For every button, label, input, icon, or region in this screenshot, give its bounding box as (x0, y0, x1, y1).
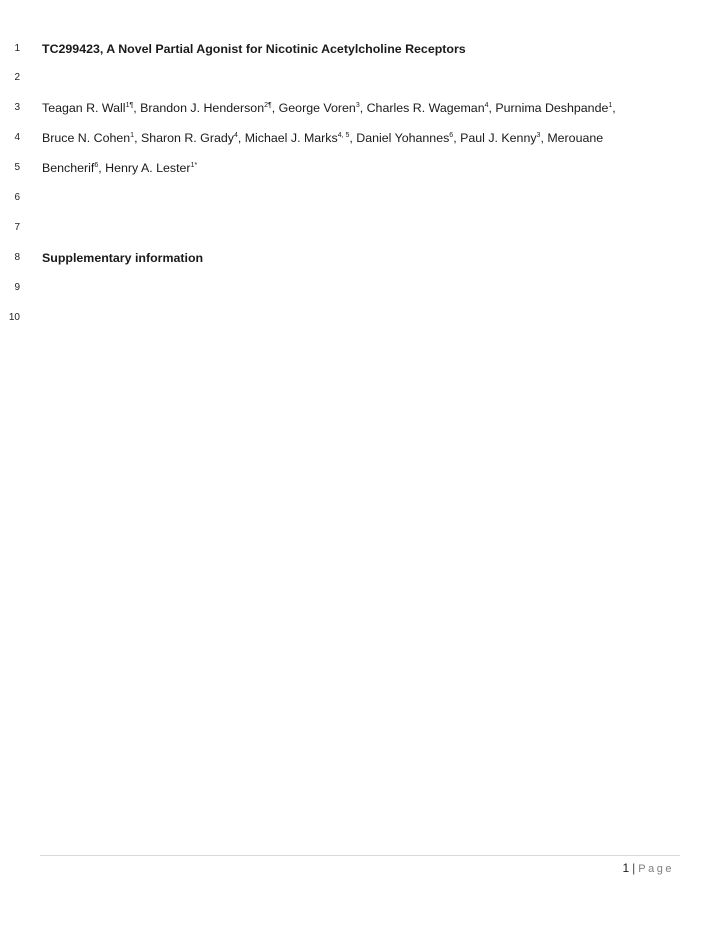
manuscript-line-9 (0, 278, 720, 298)
author-name: Daniel Yohannes (356, 131, 450, 145)
manuscript-line-2 (0, 68, 720, 88)
author-affiliation-marker: 4, 5 (337, 132, 350, 139)
author-affiliation-marker: 1¶ (125, 102, 134, 109)
author-separator: , (488, 101, 496, 115)
page-number: 1 (622, 861, 630, 875)
author-affiliation-marker: 6 (94, 162, 99, 169)
author-list-line-3 (42, 158, 197, 178)
author-affiliation-marker: 1 (130, 132, 135, 139)
line-number: 3 (14, 102, 20, 113)
author-name: Michael J. Marks (244, 131, 338, 145)
author-name: Purnima Deshpande (495, 101, 609, 115)
author-affiliation-marker: 3 (355, 102, 360, 109)
line-number: 2 (14, 72, 20, 83)
line-number: 5 (14, 162, 20, 173)
footer-separator: | (632, 861, 636, 875)
author-separator: , (359, 101, 367, 115)
line-number: 10 (8, 312, 20, 323)
author-list-line-1 (42, 98, 616, 118)
author-name: George Voren (278, 101, 356, 115)
author-name: Charles R. Wageman (366, 101, 485, 115)
author-name: Sharon R. Grady (140, 131, 234, 145)
author-affiliation-marker: 4 (233, 132, 238, 139)
line-number: 6 (14, 192, 20, 203)
author-affiliation-marker: 4 (484, 102, 489, 109)
line-number: 7 (14, 222, 20, 233)
footer-divider (40, 855, 680, 856)
manuscript-line-4 (0, 128, 720, 148)
author-affiliation-marker: 6 (449, 132, 454, 139)
author-name: Merouane (547, 131, 604, 145)
author-separator: , (271, 101, 279, 115)
manuscript-line-8 (0, 248, 720, 268)
manuscript-line-5 (0, 158, 720, 178)
line-number: 8 (14, 252, 20, 263)
author-separator: , (349, 131, 357, 145)
author-name: Henry A. Lester (105, 161, 191, 175)
author-name: Bruce N. Cohen (42, 131, 131, 145)
author-separator: , (453, 131, 461, 145)
author-affiliation-marker: 1 (608, 102, 613, 109)
author-separator: , (612, 101, 616, 115)
section-heading: Supplementary information (42, 251, 204, 265)
author-separator: , (134, 131, 141, 145)
page-footer (622, 858, 674, 879)
author-name: Paul J. Kenny (460, 131, 537, 145)
author-name: Bencherif (42, 161, 95, 175)
author-affiliation-marker: 3 (536, 132, 541, 139)
author-separator: , (540, 131, 548, 145)
author-name: Brandon J. Henderson (140, 101, 265, 115)
manuscript-line-7 (0, 218, 720, 238)
author-affiliation-marker: 1* (190, 162, 198, 169)
line-number: 1 (14, 43, 20, 54)
manuscript-line-3 (0, 98, 720, 118)
author-name: Teagan R. Wall (42, 101, 126, 115)
page-label: Page (638, 863, 674, 875)
author-list-line-2 (42, 128, 603, 148)
line-number: 4 (14, 132, 20, 143)
paper-title: TC299423, A Novel Partial Agonist for Nicotinic Acetylcholine Receptors (42, 42, 466, 56)
author-separator: , (237, 131, 245, 145)
manuscript-line-10 (0, 308, 720, 328)
manuscript-line-6 (0, 188, 720, 208)
author-separator: , (133, 101, 141, 115)
author-affiliation-marker: 2¶ (264, 102, 272, 109)
manuscript-line-1 (0, 39, 720, 59)
line-number: 9 (14, 282, 20, 293)
author-separator: , (98, 161, 106, 175)
